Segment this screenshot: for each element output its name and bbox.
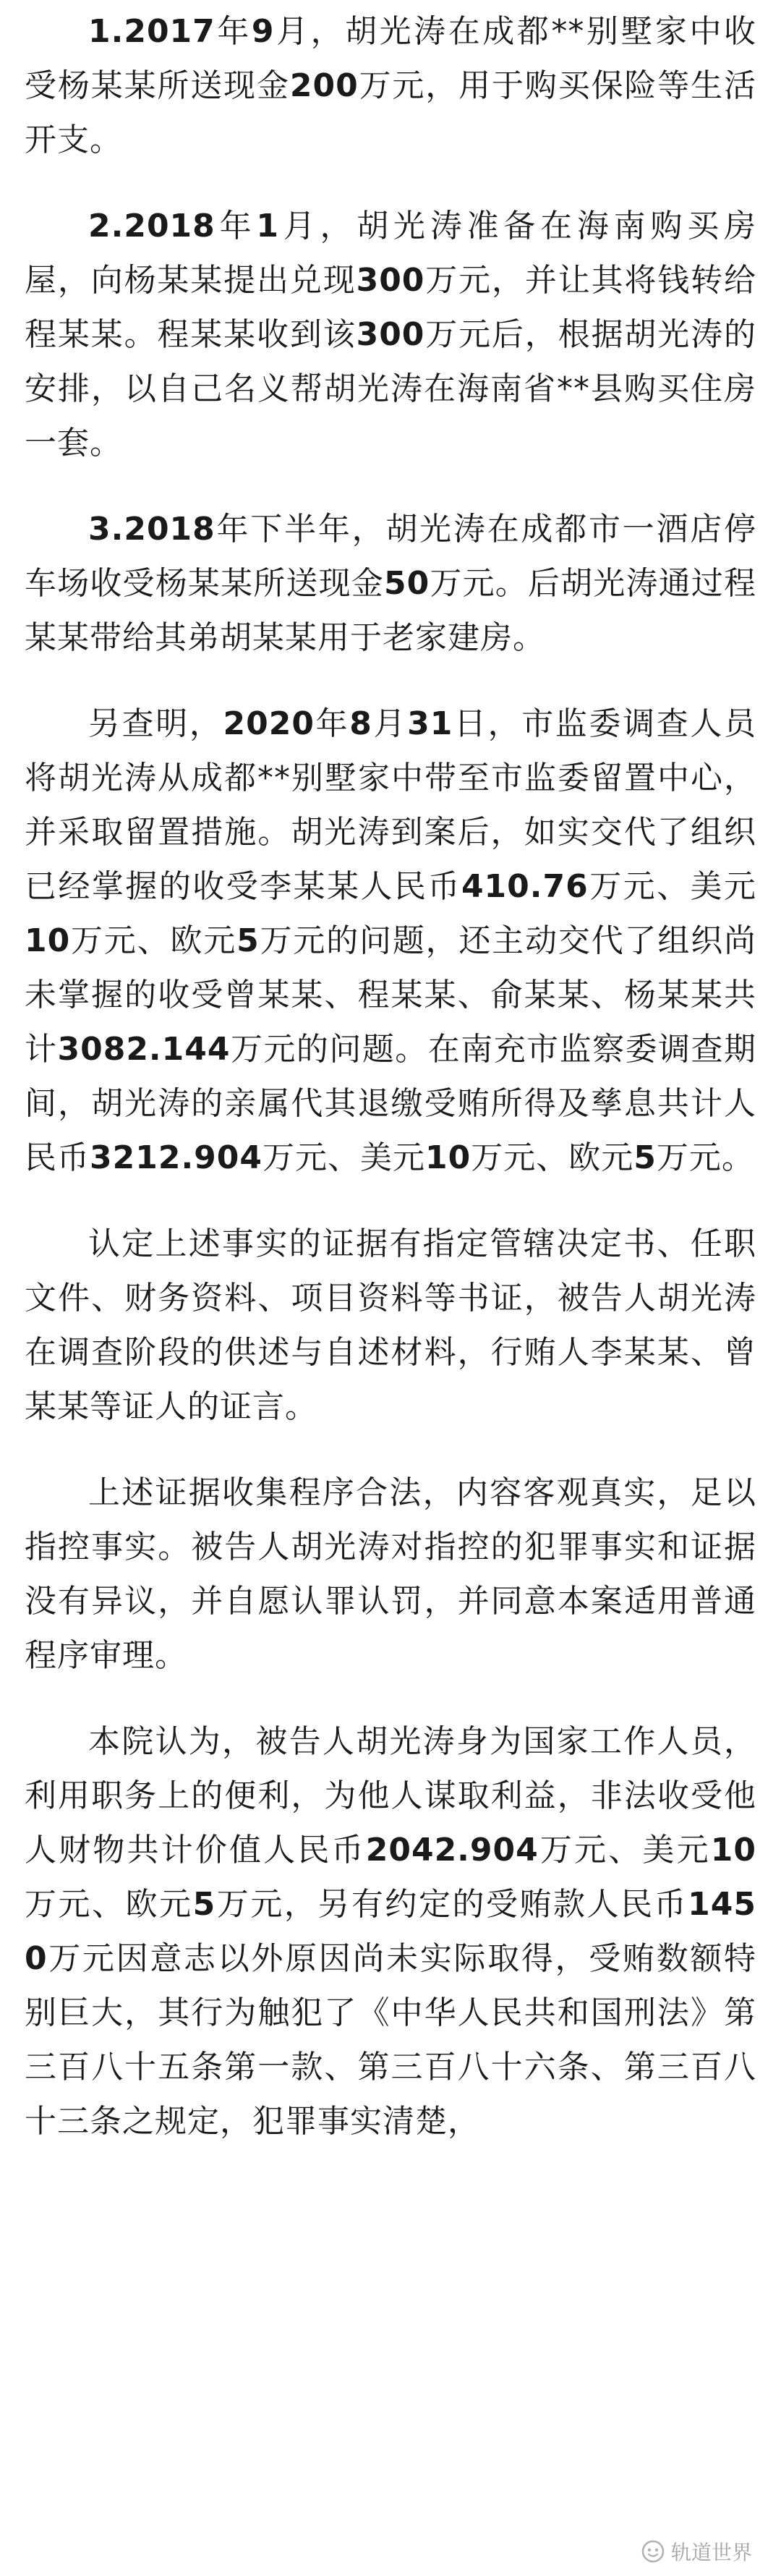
paragraph-3: 3.2018年下半年，胡光涛在成都市一酒店停车场收受杨某某所送现金50万元。后胡光涛通过程某某带给其弟胡某某用于老家建房。 [25,511,757,656]
paragraph-4: 另查明，2020年8月31日，市监委调查人员将胡光涛从成都**别墅家中带至市监委留置中心，并采取留置措施。胡光涛到案后，如实交代了组织已经掌握的收受李某某人民币410.76万元、美元10万元、欧元5万元的问题，还主动交代了组织尚未掌握的收受曾某某、程某某、俞某某、杨某某共计3082.144万元的问题。在南充市监察委调查期间，胡光涛的亲属代其退缴受贿所得及孳息共计人民币3212.904万元、美元10万元、欧元5万元。 [25,705,757,1176]
watermark [641,2537,752,2566]
paragraph-1: 1.2017年9月，胡光涛在成都**别墅家中收受杨某某所送现金200万元，用于购买保险等生活开支。 [25,13,757,158]
paragraph-7: 本院认为，被告人胡光涛身为国家工作人员，利用职务上的便利，为他人谋取利益，非法收受他人财物共计价值人民币2042.904万元、美元10万元、欧元5万元，另有约定的受贿款人民币1450万元因意志以外原因尚未实际取得，受贿数额特别巨大，其行为触犯了《中华人民共和国刑法》第三百八十五条第一款、第三百八十六条、第三百八十三条之规定，犯罪事实清楚， [25,1723,757,2140]
paragraph-2: 2.2018年1月，胡光涛准备在海南购买房屋，向杨某某提出兑现300万元，并让其将钱转给程某某。程某某收到该300万元后，根据胡光涛的安排，以自己名义帮胡光涛在海南省**县购买住房一套。 [25,208,757,462]
wechat-channel-icon [641,2539,665,2564]
paragraph-5: 认定上述事实的证据有指定管辖决定书、任职文件、财务资料、项目资料等书证，被告人胡光涛在调查阶段的供述与自述材料，行贿人李某某、曾某某等证人的证言。 [25,1225,756,1425]
paragraph-6: 上述证据收集程序合法，内容客观真实，足以指控事实。被告人胡光涛对指控的犯罪事实和证据没有异议，并自愿认罪认罚，并同意本案适用普通程序审理。 [25,1474,756,1674]
watermark-text: 轨道世界 [670,2541,752,2564]
